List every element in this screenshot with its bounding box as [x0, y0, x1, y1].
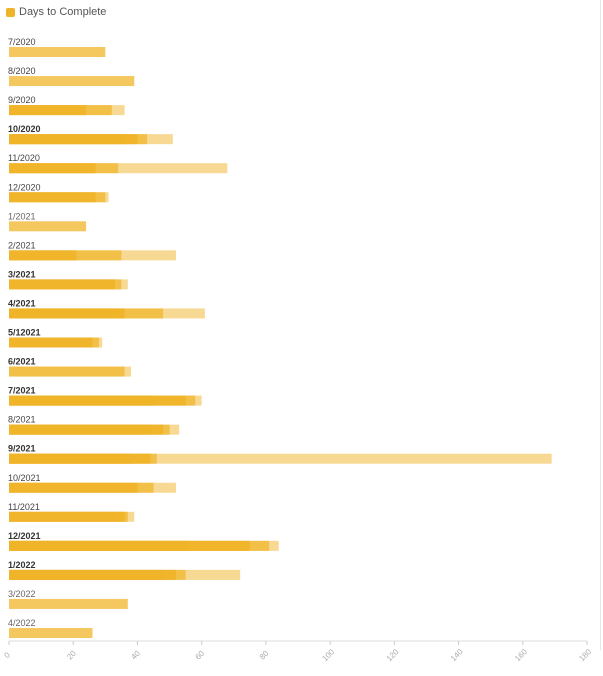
x-tick-label: 60: [193, 648, 207, 662]
category-label: 11/2020: [8, 153, 40, 164]
bar-segment[interactable]: [9, 192, 96, 202]
bar-segment[interactable]: [9, 308, 118, 318]
category-label: 4/2021: [8, 298, 36, 309]
bar-segment[interactable]: [9, 279, 115, 289]
category-label: 3/2021: [8, 269, 36, 280]
legend-label: Days to Complete: [19, 6, 107, 18]
bar-segment[interactable]: [9, 250, 76, 260]
x-tick-label: 160: [513, 647, 529, 664]
x-tick-label: 0: [2, 650, 12, 660]
category-label: 8/2021: [8, 414, 36, 425]
bar-segment[interactable]: [9, 163, 96, 173]
x-tick-label: 80: [257, 648, 271, 662]
category-label: 1/2021: [8, 211, 36, 222]
x-tick-label: 180: [577, 647, 594, 664]
category-label: 6/2021: [8, 356, 36, 367]
bar-segment[interactable]: [9, 599, 128, 609]
category-label: 8/2020: [8, 66, 36, 77]
category-label: 1/2022: [8, 559, 36, 570]
x-tick-label: 100: [320, 647, 337, 664]
bar-segment[interactable]: [9, 47, 105, 57]
bar-segment[interactable]: [9, 425, 150, 435]
category-label: 4/2022: [8, 618, 36, 628]
category-label: 7/2020: [8, 37, 36, 47]
x-tick-label: 20: [65, 648, 78, 662]
category-label: 5/12021: [8, 327, 41, 338]
category-label: 12/2021: [8, 530, 41, 541]
x-tick-label: 120: [384, 647, 401, 664]
bar-segment[interactable]: [9, 396, 154, 406]
category-label: 2/2021: [8, 240, 36, 251]
category-label: 3/2022: [8, 588, 36, 599]
x-tick-label: 140: [448, 647, 465, 664]
bar-segment[interactable]: [9, 105, 86, 115]
category-label: 7/2021: [8, 385, 36, 396]
category-label: 9/2021: [8, 443, 36, 454]
bar-segment[interactable]: [9, 134, 125, 144]
category-label: 12/2020: [8, 182, 41, 193]
bar-segment[interactable]: [9, 76, 134, 86]
bar-segment[interactable]: [9, 338, 92, 348]
bar-segment[interactable]: [9, 570, 163, 580]
bar-segment[interactable]: [9, 483, 137, 493]
bar-segment[interactable]: [9, 541, 189, 551]
category-label: 10/2021: [8, 472, 41, 483]
category-label: 11/2021: [8, 501, 40, 512]
bar-segment[interactable]: [9, 512, 125, 522]
category-label: 10/2020: [8, 124, 41, 135]
bar-segment[interactable]: [9, 221, 86, 231]
bar-segment[interactable]: [9, 628, 92, 638]
bar-segment[interactable]: [9, 367, 125, 377]
category-label: 9/2020: [8, 95, 36, 106]
bar-segment[interactable]: [9, 454, 131, 464]
x-tick-label: 40: [129, 648, 143, 662]
